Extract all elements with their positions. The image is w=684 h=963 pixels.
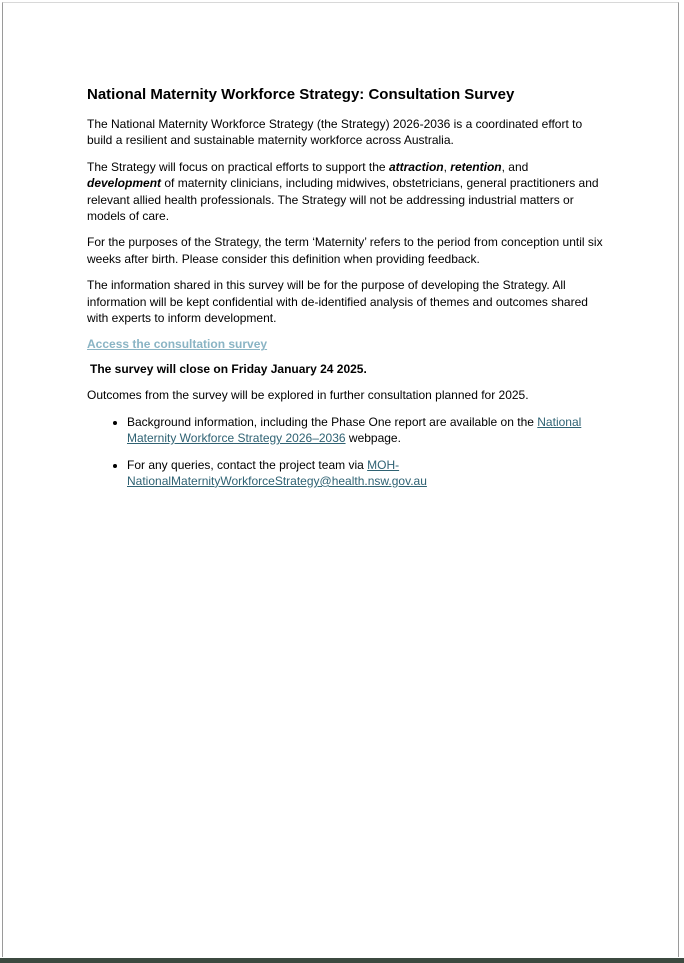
document-content [87, 85, 603, 499]
document-page [2, 2, 679, 957]
bottom-border [0, 958, 684, 963]
attraction-term: attraction [388, 159, 444, 174]
close-notice: The survey will close on Friday January 24 2025. [90, 361, 367, 376]
contact-text: For any queries, contact the project team via [127, 457, 368, 472]
page-title: National Maternity Workforce Strategy: Consultation Survey [87, 86, 515, 103]
focus-text-1: The Strategy will focus on practical efforts to support the [87, 159, 389, 174]
outcomes-paragraph: Outcomes from the survey will be explored in further consultation planned for 2025. [87, 388, 529, 403]
list-item-contact [127, 457, 603, 490]
retention-term: retention [450, 159, 502, 174]
development-term: development [87, 176, 162, 191]
background-after-text: webpage. [345, 431, 401, 446]
focus-paragraph [87, 159, 603, 225]
definition-paragraph: For the purposes of the Strategy, the term ‘Maternity’ refers to the period from conception until six weeks after birth. Please consider this definition when providing feedback. [87, 235, 603, 266]
contact-email-link[interactable]: MOH-NationalMaternityWorkforceStrategy@health.nsw.gov.au [127, 457, 427, 488]
strategy-webpage-link[interactable]: National Maternity Workforce Strategy 2026–2036 [127, 414, 582, 446]
background-text: Background information, including the Phase One report are available on the [127, 414, 538, 429]
list-item-background [127, 414, 603, 447]
focus-text-3: , and [501, 159, 529, 174]
intro-paragraph: The National Maternity Workforce Strategy (the Strategy) 2026-2036 is a coordinated effort to build a resilient and sustainable maternity workforce across Australia. [87, 117, 583, 148]
survey-link[interactable]: Access the consultation survey [87, 337, 268, 352]
confidentiality-paragraph: The information shared in this survey will be for the purpose of developing the Strategy. All information will be kept confidential with de-identified analysis of themes and outcomes shared with experts to inform development. [87, 278, 588, 326]
focus-text-4: of maternity clinicians, including midwives, obstetricians, general practitioners and relevant allied health professionals. The Strategy will not be addressing industrial matters or models of care. [87, 176, 599, 224]
info-list [87, 414, 603, 490]
focus-text-2: , [443, 159, 451, 174]
